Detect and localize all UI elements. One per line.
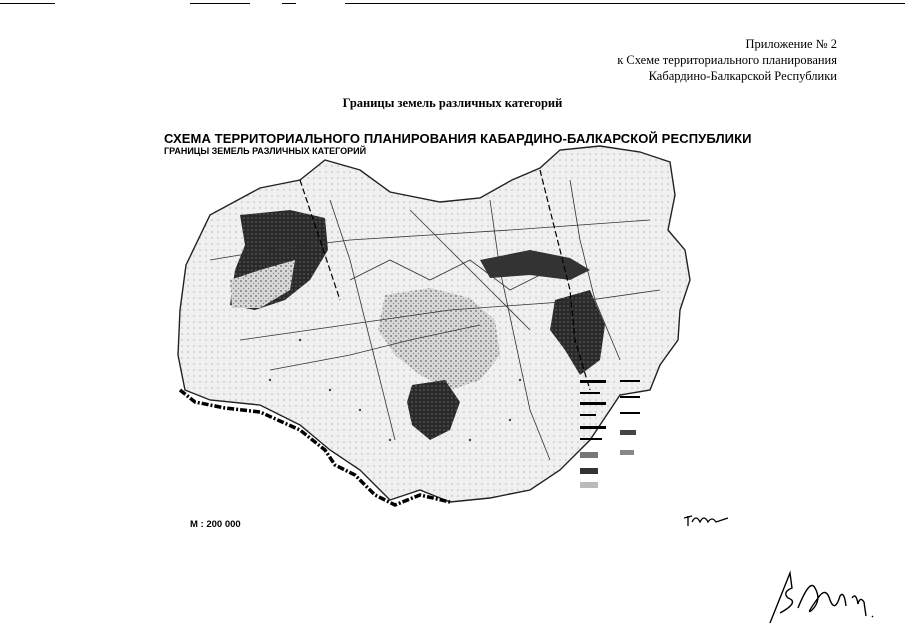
scan-edge-line-mid: [190, 3, 250, 4]
map-subtitle: ГРАНИЦЫ ЗЕМЕЛЬ РАЗЛИЧНЫХ КАТЕГОРИЙ: [164, 146, 367, 156]
appendix-line-1: Приложение № 2: [745, 37, 837, 51]
appendix-line-2: к Схеме территориального планирования: [617, 53, 837, 67]
scan-edge-line-left: [0, 3, 55, 4]
page-title: [0, 96, 905, 111]
map-title: СХЕМА ТЕРРИТОРИАЛЬНОГО ПЛАНИРОВАНИЯ КАБАРДИНО-БАЛКАРСКОЙ РЕСПУБЛИКИ: [164, 131, 752, 146]
scan-edge-line-mid2: [282, 3, 296, 4]
appendix-note: [617, 36, 837, 84]
page-title-text: Границы земель различных категорий: [342, 96, 563, 110]
handwritten-signature-icon: [760, 568, 890, 628]
map-signature-icon: [682, 508, 732, 530]
scan-edge-line-right: [345, 3, 905, 4]
appendix-line-3: Кабардино-Балкарской Республики: [648, 69, 837, 83]
map-scale: М : 200 000: [190, 519, 241, 530]
territory-map: [150, 140, 710, 520]
